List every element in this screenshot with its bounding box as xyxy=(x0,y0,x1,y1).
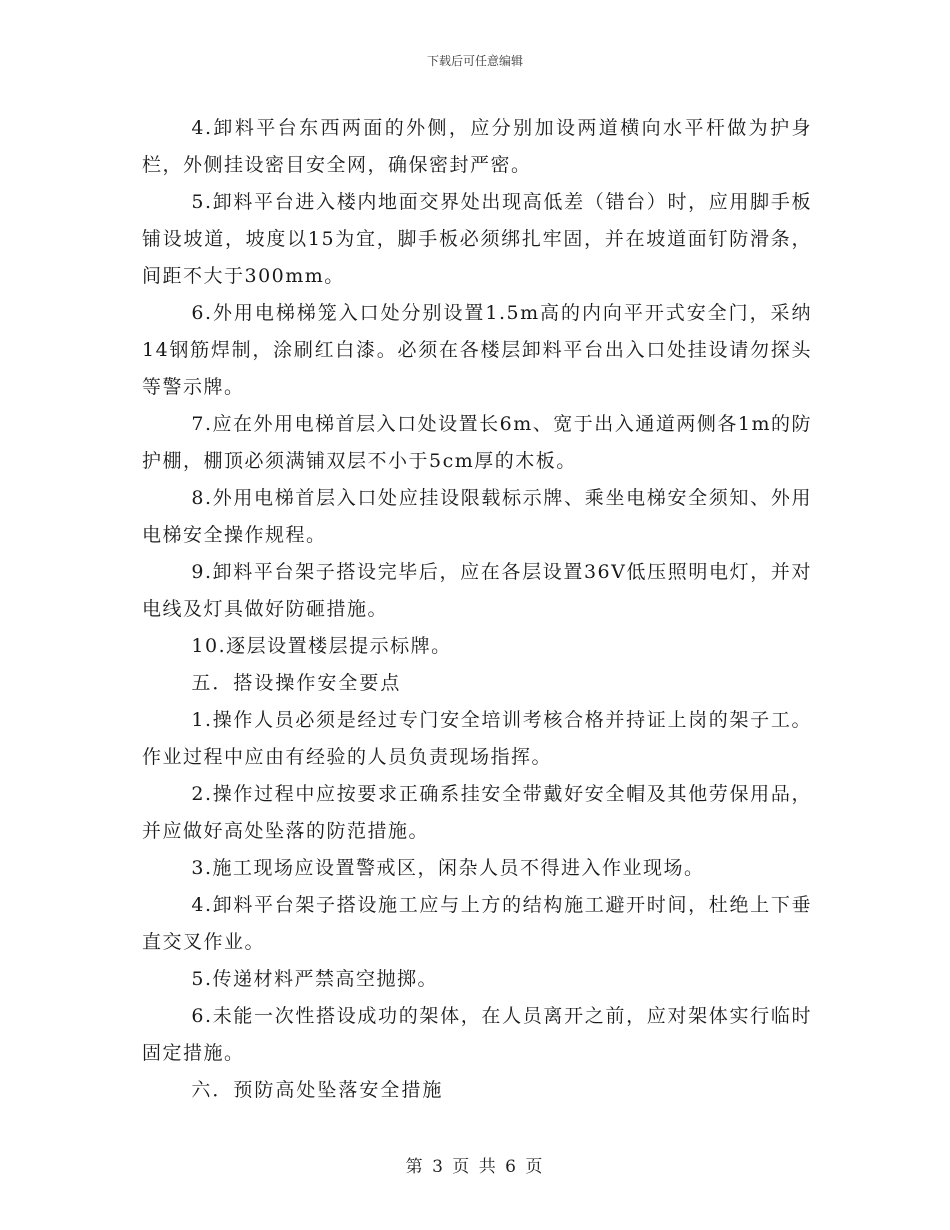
document-body xyxy=(142,110,812,1109)
paragraph: 4.卸料平台东西两面的外侧，应分别加设两道横向水平杆做为护身栏，外侧挂设密目安全网，确保密封严密。 xyxy=(142,117,812,176)
page-header: 下载后可任意编辑 xyxy=(426,54,523,68)
paragraph: 5.卸料平台进入楼内地面交界处出现高低差（错台）时，应用脚手板铺设坡道，坡度以15为宜，脚手板必须绑扎牢固，并在坡道面钉防滑条，间距不大于300mm。 xyxy=(142,191,812,287)
page-footer: 第 3 页 共 6 页 xyxy=(405,1157,545,1177)
paragraph: 5.传递材料严禁高空抛掷。 xyxy=(191,968,439,990)
paragraph: 6.外用电梯梯笼入口处分别设置1.5m高的内向平开式安全门，采纳14钢筋焊制，涂刷红白漆。必须在各楼层卸料平台出入口处挂设请勿探头等警示牌。 xyxy=(142,302,812,398)
paragraph: 3.施工现场应设置警戒区，闲杂人员不得进入作业现场。 xyxy=(191,857,705,879)
section-heading: 五．搭设操作安全要点 xyxy=(191,672,402,694)
paragraph: 4.卸料平台架子搭设施工应与上方的结构施工避开时间，杜绝上下垂直交叉作业。 xyxy=(142,894,812,953)
paragraph: 7.应在外用电梯首层入口处设置长6m、宽于出入通道两侧各1m的防护棚，棚顶必须满铺双层不小于5cm厚的木板。 xyxy=(142,413,812,472)
paragraph: 2.操作过程中应按要求正确系挂安全带戴好安全帽及其他劳保用品，并应做好高处坠落的防范措施。 xyxy=(142,783,812,842)
section-heading: 六．预防高处坠落安全措施 xyxy=(191,1079,444,1101)
paragraph: 9.卸料平台架子搭设完毕后，应在各层设置36V低压照明电灯，并对电线及灯具做好防砸措施。 xyxy=(142,561,812,620)
paragraph: 6.未能一次性搭设成功的架体，在人员离开之前，应对架体实行临时固定措施。 xyxy=(142,1005,812,1064)
paragraph: 8.外用电梯首层入口处应挂设限载标示牌、乘坐电梯安全须知、外用电梯安全操作规程。 xyxy=(142,487,812,546)
paragraph: 10.逐层设置楼层提示标牌。 xyxy=(191,635,452,657)
paragraph: 1.操作人员必须是经过专门安全培训考核合格并持证上岗的架子工。作业过程中应由有经验的人员负责现场指挥。 xyxy=(142,709,812,768)
